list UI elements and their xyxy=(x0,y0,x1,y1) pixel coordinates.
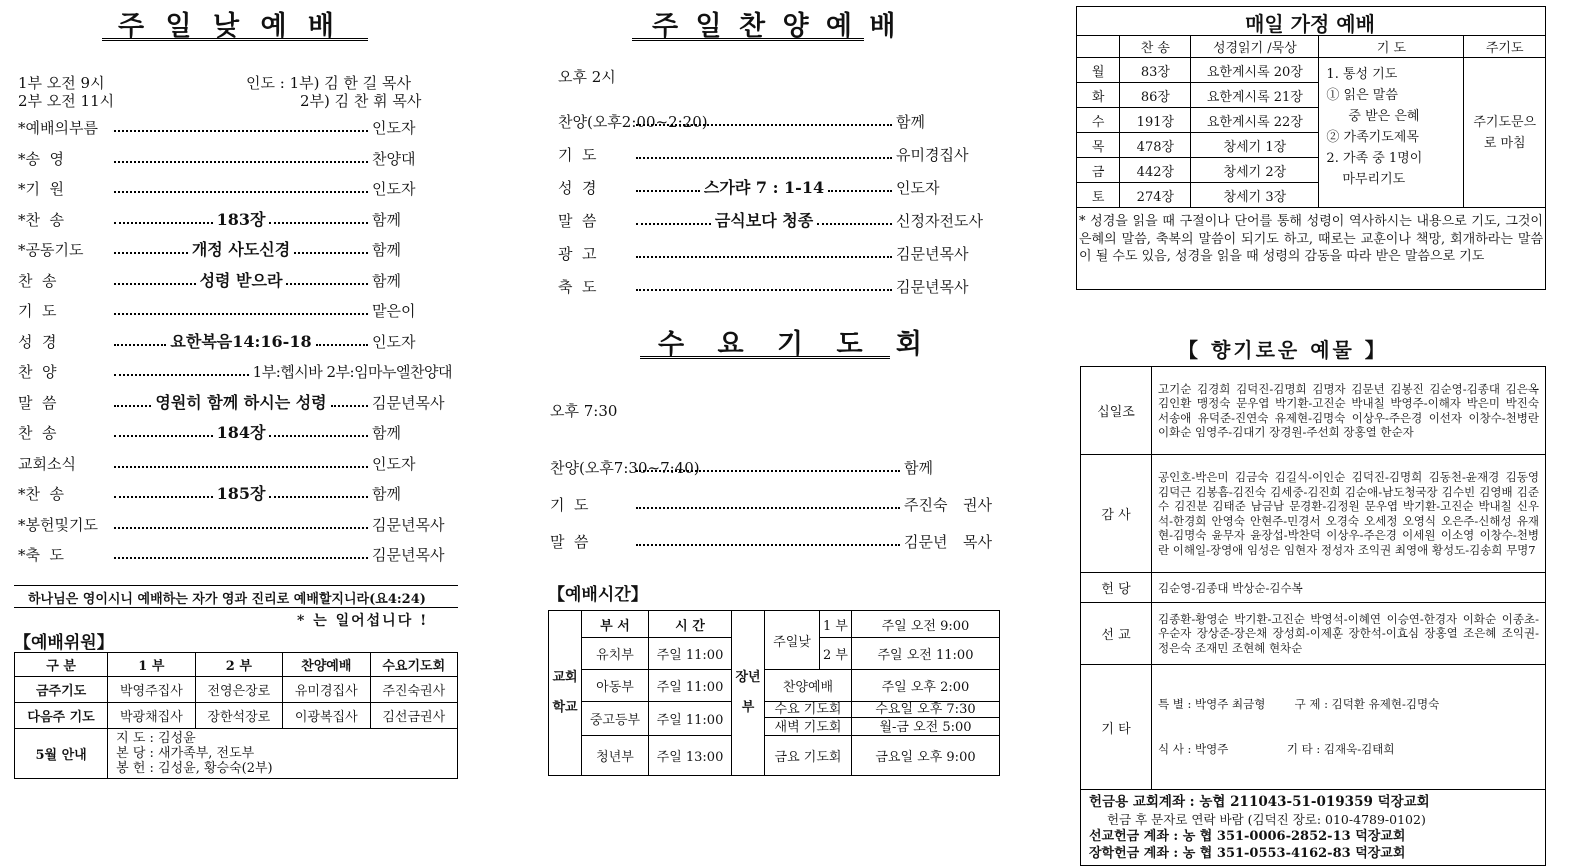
may-guide-label: 5월 안내 xyxy=(15,729,108,779)
morning-order-row-person: 함께 xyxy=(372,424,401,442)
offering-label: 헌 당 xyxy=(1081,573,1152,603)
sunday-praise-title: 주 일 찬 양 예 배 xyxy=(652,11,900,42)
leader-dots xyxy=(269,222,368,224)
praise-order-row-content: 스가랴 7 : 1-14 xyxy=(703,178,825,197)
fw-hymn: 274장 xyxy=(1120,183,1191,208)
morning-order-row-person: 함께 xyxy=(372,210,401,229)
leader-dots xyxy=(294,252,368,254)
fw-bible: 창세기 2장 xyxy=(1191,158,1319,183)
wednesday-order-row xyxy=(550,456,992,478)
morning-order-row-label: *공동기도 xyxy=(18,241,84,259)
school-dept: 청년부 xyxy=(582,736,649,776)
fw-day: 토 xyxy=(1077,183,1120,208)
leader-dots xyxy=(114,344,166,346)
verse-text: 하나님은 영이시니 예배하는 자가 영과 진리로 예배할지니라(요4:24) xyxy=(28,592,426,607)
offerings-table xyxy=(1080,366,1546,866)
may-guide-line: 봉 헌 : 김성윤, 황승숙(2부) xyxy=(116,761,273,776)
leader-dots xyxy=(286,283,368,285)
fw-prayer-line: 중 받은 은혜 xyxy=(1348,109,1420,124)
praise-order-row-person: 신정자전도사 xyxy=(896,212,983,230)
leader-dots xyxy=(269,496,368,498)
committee-cell: 장한석장로 xyxy=(195,703,282,729)
verse-line-top xyxy=(14,585,458,586)
family-worship-table xyxy=(1076,35,1546,208)
sunday-label: 주일낮 xyxy=(765,611,820,670)
wednesday-time: 오후 7:30 xyxy=(550,402,618,420)
morning-order-row-label: *찬 송 xyxy=(18,485,65,503)
morning-order-row-person: 김문년목사 xyxy=(372,546,445,564)
morning-order-row xyxy=(18,299,452,321)
fw-bible: 요한계시록 21장 xyxy=(1191,83,1319,108)
leader-part2: 2부) 김 찬 휘 목사 xyxy=(300,92,422,110)
offering-label: 십일조 xyxy=(1081,367,1152,455)
committee-header: 2 부 xyxy=(195,653,282,677)
leader-dots xyxy=(636,223,711,225)
morning-order-row-person: 김문년목사 xyxy=(372,515,445,534)
fw-day: 금 xyxy=(1077,158,1120,183)
fw-day: 수 xyxy=(1077,108,1120,133)
praise-order-row-label: 기 도 xyxy=(558,146,597,164)
account-main: 헌금용 교회계좌 : 농협 211043-51-019359 덕장교회 xyxy=(1089,793,1430,810)
leader-dots xyxy=(636,470,900,472)
praise-order-row-person: 유미경집사 xyxy=(896,146,969,164)
adult-time-b: 월-금 오전 5:00 xyxy=(852,717,999,735)
school-dept: 중고등부 xyxy=(582,702,649,736)
praise-order-row-label: 광 고 xyxy=(558,245,597,263)
leader-dots xyxy=(114,435,213,437)
adult-time: 금요일 오후 9:00 xyxy=(851,736,999,776)
fw-prayer-line: ② 가족기도제목 xyxy=(1326,130,1419,145)
morning-order-row xyxy=(18,177,452,199)
wednesday-order-row-person: 주진숙 권사 xyxy=(904,496,992,514)
adult-service: 찬양예배 xyxy=(765,670,852,702)
wednesday-order-row-label: 말 씀 xyxy=(550,533,589,551)
fw-prayer-line: 2. 가족 중 1명이 xyxy=(1326,151,1423,166)
morning-order-row-person: 김문년목사 xyxy=(372,393,445,412)
morning-order-row xyxy=(18,360,452,382)
morning-order-row xyxy=(18,452,452,474)
committee-cell: 금주기도 xyxy=(15,677,108,703)
morning-order-row-person: 함께 xyxy=(372,485,401,503)
leader-dots xyxy=(636,124,892,126)
adult-time: 주일 오후 2:00 xyxy=(851,670,999,702)
adult-service xyxy=(765,702,852,736)
morning-order-row xyxy=(18,238,452,260)
morning-order-row-person: 찬양대 xyxy=(372,149,416,168)
leader-dots xyxy=(331,405,368,407)
adult-time-a: 수요일 오후 7:30 xyxy=(875,702,976,717)
account-note: 헌금 후 문자로 연락 바람 (김덕진 장로: 010-4789-0102) xyxy=(1107,811,1426,827)
leader-dots xyxy=(114,252,188,254)
leader-dots xyxy=(114,313,368,315)
praise-order-row xyxy=(558,143,992,165)
leader-dots xyxy=(114,191,368,193)
fw-day: 월 xyxy=(1077,58,1120,83)
wednesday-order-row-person: 김문년 목사 xyxy=(904,533,992,551)
morning-order-row xyxy=(18,391,452,413)
fw-prayer-line: ① 읽은 말씀 xyxy=(1326,88,1398,103)
committee-cell: 주진숙권사 xyxy=(370,677,458,703)
morning-order-row xyxy=(18,543,452,565)
fw-hymn: 442장 xyxy=(1120,158,1191,183)
morning-order-row-label: 찬 송 xyxy=(18,271,57,290)
morning-order-row-content: 요한복음14:16-18 xyxy=(170,331,312,351)
praise-order-row-person: 김문년목사 xyxy=(896,245,969,263)
committee-cell: 김선금권사 xyxy=(370,703,458,729)
offering-label: 선 교 xyxy=(1081,603,1152,665)
adult-service: 금요 기도회 xyxy=(765,736,852,776)
leader-dots xyxy=(636,507,900,509)
school-time: 주일 11:00 xyxy=(649,638,732,670)
committee-title: 【예배위원】 xyxy=(14,633,114,653)
morning-order-row xyxy=(18,421,452,443)
leader-dots xyxy=(114,161,368,163)
leader-dots xyxy=(828,190,892,192)
morning-order-row-label: 성 경 xyxy=(18,332,57,351)
committee-cell: 전영은장로 xyxy=(195,677,282,703)
morning-order-row xyxy=(18,269,452,291)
fw-day: 화 xyxy=(1077,83,1120,108)
fw-lords-prayer: 주기도문으로 마침 xyxy=(1464,58,1546,208)
wednesday-order-row xyxy=(550,530,992,552)
committee-cell: 다음주 기도 xyxy=(15,703,108,729)
committee-cell: 박영주집사 xyxy=(108,677,195,703)
offering-label: 감 사 xyxy=(1081,455,1152,573)
title-underline xyxy=(632,38,864,41)
offering-etc-line: 특 별 : 박영주 최금형 구 제 : 김덕환 유제현-김명숙 xyxy=(1158,697,1440,711)
leader-dots xyxy=(817,223,892,225)
leader-dots xyxy=(636,256,892,258)
adult-service-a: 수요 기도회 xyxy=(774,702,842,717)
school-time: 주일 11:00 xyxy=(649,670,732,702)
morning-order-row-content: 185장 xyxy=(216,484,266,503)
fw-note: * 성경을 읽을 때 구절이나 단어를 통해 성령이 역사하시는 내용으로 기도, 그것이 은혜의 말씀, 축복의 말씀이 되기도 하고, 때로는 교훈이나 책망, 회개하라는 말씀이 될 수도 있음, 성경을 읽을 때 성령의 감동을 따라 받은 말씀으로 기도 xyxy=(1079,214,1543,264)
school-label xyxy=(549,611,582,776)
committee-cell: 이광복집사 xyxy=(283,703,370,729)
fw-prayer-line: 1. 통성 기도 xyxy=(1326,67,1398,82)
leader-dots xyxy=(316,344,368,346)
leader-dots xyxy=(114,283,196,285)
leader-part1: 인도 : 1부) 김 한 길 목사 xyxy=(246,74,411,92)
offering-names: 고기순 김경희 김덕진-김명희 김명자 김문년 김봉진 김순영-김종대 김은옥 김인환 맹정숙 문우엽 박기환-고진순 박내칠 박영주-이해자 박은미 박진숙 서송애 유덕준-진연숙 유제현-김명숙 이상우-주은경 이선자 이창수-천병란 이화순 임영주-김대기 장경원-주선희 장홍열 한순자 xyxy=(1152,367,1546,455)
fw-day: 목 xyxy=(1077,133,1120,158)
morning-order-row-person: 인도자 xyxy=(372,332,416,351)
leader-dots xyxy=(636,190,700,192)
morning-order-row-person: 인도자 xyxy=(372,454,416,473)
offering-names: 공인호-박은미 김금숙 김길식-이인순 김덕진-김명희 김동천-윤재경 김동영 김덕근 김봉흠-김진숙 김세중-김진희 김순애-남도청국장 김수빈 김영배 김준수 김진분 김태준 남금남 문경환-김정원 문우엽 박기환-고진순 박내칠 신우석-한경희 안영숙 안현주-민경서 오경숙 오세정 오영식 오은주-신해성 유재현-김명숙 윤무자 윤장섭-박찬덕 이상우-주은경 이세원 이소영 이창수-천병란 이해일-장영애 임성은 임현자 정성자 조익권 최영애 황성도-김송희 무명7 xyxy=(1152,455,1546,573)
leader-dots xyxy=(114,527,368,529)
schedule-table xyxy=(548,610,1000,776)
sunday-time: 주일 오전 11:00 xyxy=(851,638,999,670)
morning-order-row-label: *기 원 xyxy=(18,180,65,198)
leader-dots xyxy=(636,157,892,159)
fw-header xyxy=(1077,36,1120,58)
school-header: 부 서 xyxy=(582,611,649,638)
adult-label xyxy=(732,611,765,776)
part2-time: 2부 오전 11시 xyxy=(18,92,115,110)
fw-bible: 창세기 1장 xyxy=(1191,133,1319,158)
fw-header: 기 도 xyxy=(1319,36,1464,58)
morning-order-row-label: 말 씀 xyxy=(18,393,57,412)
morning-order-row-content: 184장 xyxy=(216,423,266,442)
leader-dots xyxy=(114,405,151,407)
praise-order-row xyxy=(558,209,992,231)
school-dept: 유치부 xyxy=(582,638,649,670)
wednesday-order-row-label: 찬양(오후7:30~7:40) xyxy=(550,459,700,477)
may-guide-line: 본 당 : 새가족부, 전도부 xyxy=(116,746,255,761)
morning-order-row-label: *봉헌및기도 xyxy=(18,515,98,534)
leader-dots xyxy=(114,557,368,559)
offering-label: 기 타 xyxy=(1081,665,1152,790)
praise-order-row-person: 함께 xyxy=(896,113,925,131)
fw-hymn: 191장 xyxy=(1120,108,1191,133)
fw-bible: 요한계시록 20장 xyxy=(1191,58,1319,83)
sunday-part: 1 부 xyxy=(820,611,852,638)
morning-order-row xyxy=(18,116,452,138)
leader-dots xyxy=(269,435,368,437)
morning-order-row-person: 맡은이 xyxy=(372,302,416,320)
morning-order-row xyxy=(18,513,452,535)
committee-header: 수요기도회 xyxy=(370,653,458,677)
wednesday-order-row-label: 기 도 xyxy=(550,496,589,514)
praise-order-row xyxy=(558,275,992,297)
morning-order-row-label: 교회소식 xyxy=(18,454,76,473)
fw-hymn: 478장 xyxy=(1120,133,1191,158)
morning-order-row xyxy=(18,147,452,169)
committee-cell: 박광채집사 xyxy=(108,703,195,729)
fw-header: 찬 송 xyxy=(1120,36,1191,58)
title-underline xyxy=(640,356,890,359)
school-time: 주일 13:00 xyxy=(649,736,732,776)
schedule-title: 【예배시간】 xyxy=(548,585,648,605)
praise-order-row-label: 말 씀 xyxy=(558,212,597,230)
morning-order-row-label: *예배의부름 xyxy=(18,119,98,137)
committee-header: 찬양예배 xyxy=(283,653,370,677)
school-label-text: 교회학교 xyxy=(552,670,578,715)
fw-hymn: 83장 xyxy=(1120,58,1191,83)
committee-header: 1 부 xyxy=(108,653,195,677)
family-worship-title: 매일 가정 예배 xyxy=(1245,12,1375,36)
title-underline xyxy=(102,38,368,41)
praise-time: 오후 2시 xyxy=(558,68,616,86)
stand-note: * 는 일어섭니다 ! xyxy=(297,613,429,629)
offering-etc-line: 식 사 : 박영주 기 타 : 김재욱-김태희 xyxy=(1158,742,1395,756)
morning-order-row-content: 183장 xyxy=(216,209,266,229)
morning-order-row-content: 개정 사도신경 xyxy=(191,240,291,259)
morning-order-row xyxy=(18,482,452,504)
morning-order-row-label: *송 영 xyxy=(18,149,65,168)
morning-order-row-content: 영원히 함께 하시는 성령 xyxy=(155,392,327,412)
may-guide-line: 지 도 : 김성윤 xyxy=(116,731,196,746)
praise-order-row xyxy=(558,110,992,132)
praise-order-row-label: 찬양(오후2:00~2:20) xyxy=(558,113,708,131)
sunday-morning-title: 주 일 낮 예 배 xyxy=(118,11,341,42)
sunday-part: 2 부 xyxy=(820,638,852,670)
wednesday-order-row-person: 함께 xyxy=(904,459,933,477)
morning-order-row-content: 성령 받으라 xyxy=(199,270,283,290)
sunday-time: 주일 오전 9:00 xyxy=(851,611,999,638)
morning-order-row-label: 찬 송 xyxy=(18,424,57,442)
leader-dots xyxy=(114,374,249,376)
wednesday-title: 수 요 기 도 회 xyxy=(658,329,935,360)
morning-order-row-label: *축 도 xyxy=(18,546,65,564)
leader-dots xyxy=(636,544,900,546)
part1-time: 1부 오전 9시 xyxy=(18,74,105,92)
praise-order-row xyxy=(558,242,992,264)
praise-order-row-person: 인도자 xyxy=(896,179,940,197)
adult-service-b: 새벽 기도회 xyxy=(765,717,851,735)
fw-header: 성경읽기 /묵상 xyxy=(1191,36,1319,58)
committee-header: 구 분 xyxy=(15,653,108,677)
school-dept: 아동부 xyxy=(582,670,649,702)
offering-names: 김순영-김종대 박상순-김수복 xyxy=(1152,573,1546,603)
praise-order-row-content: 금식보다 청종 xyxy=(714,211,814,230)
fw-bible: 요한계시록 22장 xyxy=(1191,108,1319,133)
verse-line-bottom xyxy=(14,607,458,608)
adult-time xyxy=(851,702,999,736)
offering-names: 김종환-황영순 박기환-고진순 박영석-이혜연 이승연-한경자 이화순 이종초-우순자 장상준-장은채 장성희-이제훈 장한석-이효심 장홍열 조은혜 조익권-정은숙 조재민 조현혜 현차순 xyxy=(1152,603,1546,665)
praise-order-row-label: 성 경 xyxy=(558,179,597,197)
morning-order-row-person: 함께 xyxy=(372,271,401,290)
fw-bible: 창세기 3장 xyxy=(1191,183,1319,208)
offerings-title: 【 향기로운 예물 】 xyxy=(1178,338,1388,362)
praise-order-row-label: 축 도 xyxy=(558,278,597,296)
morning-order-row-person: 인도자 xyxy=(372,119,416,137)
leader-dots xyxy=(114,222,213,224)
committee-cell: 유미경집사 xyxy=(283,677,370,703)
account-scholar: 장학헌금 계좌 : 농 협 351-0553-4162-83 덕장교회 xyxy=(1089,845,1406,861)
account-mission: 선교헌금 계좌 : 농 협 351-0006-2852-13 덕장교회 xyxy=(1089,828,1406,844)
leader-dots xyxy=(114,466,368,468)
morning-order-row-label: 기 도 xyxy=(18,302,57,320)
fw-hymn: 86장 xyxy=(1120,83,1191,108)
morning-order-row-label: *찬 송 xyxy=(18,210,65,229)
fw-header: 주기도 xyxy=(1464,36,1546,58)
school-time: 주일 11:00 xyxy=(649,702,732,736)
morning-order-row-person: 1부:헵시바 2부:임마누엘찬양대 xyxy=(252,363,452,381)
morning-order-row-person: 인도자 xyxy=(372,180,416,198)
praise-order-row xyxy=(558,176,992,198)
fw-prayer-line: 마무리기도 xyxy=(1342,172,1406,187)
leader-dots xyxy=(114,130,368,132)
praise-order-row-person: 김문년목사 xyxy=(896,278,969,296)
adult-label-text: 장년부 xyxy=(735,670,761,715)
morning-order-row-label: 찬 양 xyxy=(18,363,57,381)
morning-order-row xyxy=(18,208,452,230)
leader-dots xyxy=(114,496,213,498)
school-header: 시 간 xyxy=(649,611,732,638)
morning-order-row xyxy=(18,330,452,352)
leader-dots xyxy=(636,289,892,291)
wednesday-order-row xyxy=(550,493,992,515)
morning-order-row-person: 함께 xyxy=(372,241,401,259)
committee-table xyxy=(14,652,458,779)
